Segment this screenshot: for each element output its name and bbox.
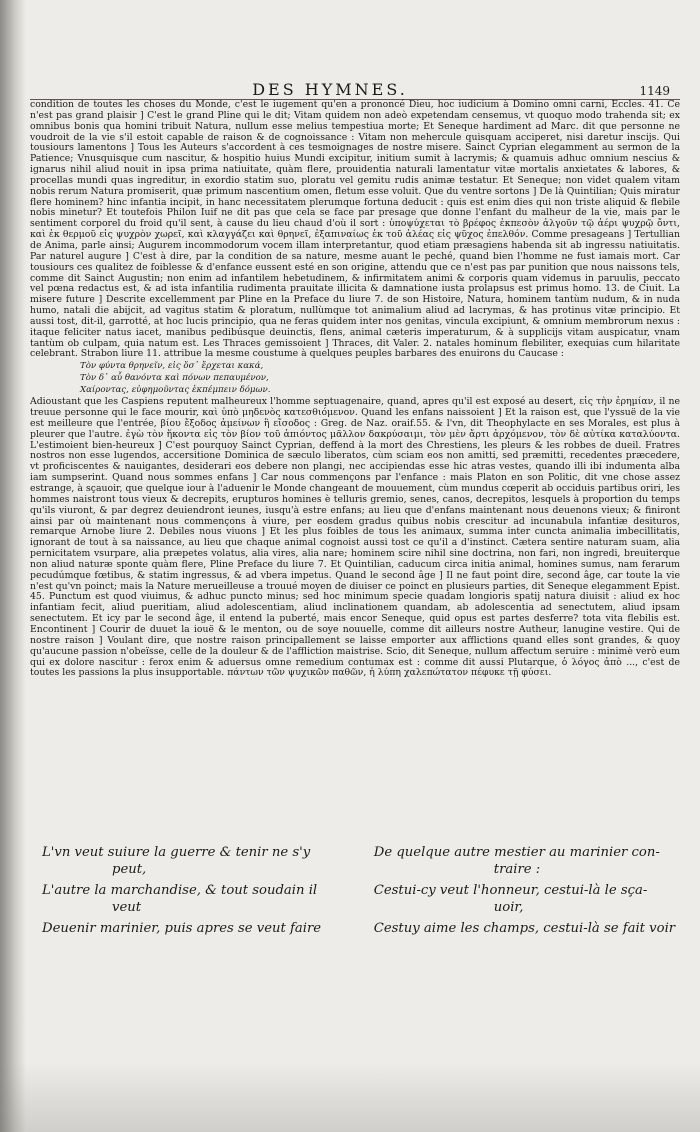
greek-verse-1: Τὸν φύντα θρηνεῖν, εἰς ὅσ᾽ ἔρχεται κακά, (80, 361, 264, 372)
commentary-paragraph-2: Adioustant que les Caspiens reputent malheureux l'homme septuagenaire, quand, apres qu'il est exposé au desert, εἰς τὴν ἐρημίαν, il ne treuue personne qui le face mourir, καὶ ὑπὸ μηδενὸς κατεσθιόμενον. Quand les enfans naissoient ] Et la raison est, que l'yssuë de la vie est meilleure que l'entrée, βίου ἔξοδος ἀμείνων ἢ εἴσοδος : Greg. de Naz. oraif.55. & l'vn, dit Theophylacte en ses Morales, est plus à pleurer que l'autre. ἐγὼ τὸν ἥκοντα εἰς τὸν βίον τοῦ ἀπιόντος μᾶλλον δακρύσαιμι, τὸν μὲν ἄρτι ἀρχόμενον, τὸν δὲ αὐτίκα καταλύοντα. L'estimoient bien-heureux ] C'est pourquoy Sainct Cyprian, deffend à la mort des Chrestiens, les pleurs & les robbes de dueil. Fratres nostros non esse lugendos, accersitione Dominica de sæculo liberatos, cùm sciam eos non amitti, sed præmitti, recedentes præcedere, vt proficiscentes & nauigantes, desiderari eos debere non plangi, nec accipiendas esse hic atras vestes, quando illi ibi indumenta alba iam sumpserint. Quand nous sommes enfans ] Car nous commençons par l'enfance : mais Platon en son Politic, dit vne chose assez estrange, à sçauoir, que quelque iour à l'aduenir le Monde changeant de mouuement, cùm mundus cœperit ab occiduis partibus oriri, les hommes naistront tous vieux & decrepits, erupturos homines è telluris gremio, senes, canos, decrepitos, lesquels à proportion du temps qu'ils viuront, & par degrez deuiendront ieunes, iusqu'à estre enfans; au lieu que d'enfans maintenant nous deuenons vieux; & finiront ainsi par où maintenant nous commençons à viure, per eosdem gradus quibus nobis crescitur ad incunabula infantiæ desituros, remarque Arnobe liure 2. Debiles nous viuons ] Et les plus foibles de tous les animaux, summa inter cuncta animalia imbecillitatis, ignorant de tout à sa naissance, au lieu que chaque animal cognoist aussi tost ce qu'il a d'instinct. Cætera sentire naturam suam, alia pernicitatem vsurpare, alia præpetes volatus, alia vires, alia nare; hominem scire nihil sine doctrina, non fari, non ingredi, breuiterque non aliud naturæ sponte quàm flere, Pline Preface du liure 7. Et Quintilian, caducum circa initia animal, homines sumus, nam ferarum pecudúmque fœtibus, & statim ingressus, & ad vbera impetus. Quand le second âge ] Il ne faut point dire, second âge, car toute la vie n'est qu'vn poinct; mais la Nature merueilleuse a trouué moyen de diuiser ce poinct en plusieurs parties, dit Seneque elegamment Epist. 45. Punctum est quod viuimus, & adhuc puncto minus; sed hoc minimum specie quadam longioris spatij natura diuisit : aliud ex hoc infantiam fecit, aliud pueritiam, aliud adolescentiam, aliud inclinationem quandam, ab adolescentia ad senectutem, aliud ipsam senectutem. Et icy par le second âge, il entend la puberté, mais encor Seneque, quid opus est partes desferre? tota vita flebilis est. Encontinent ] Courir de duuet la iouë & le menton, ou de soye nouuelle, comme dit ailleurs nostre Autheur, lanugine vestire. Qui de nostre raison ] Voulant dire, que nostre raison principallement se laisse emporter aux afflictions quand elles sont grandes, & quoy qu'aucune passion n'obeïsse, celle de la douleur & de l'affliction maistrise. Scio, dit Seneque, nullum affectum seruire : minimè verò eum qui ex dolore nascitur : ferox enim & aduersus omne remedium contumax est : comme dit aussi Plutarque, ὁ λόγος ἀπὸ ..., c'est de toutes les passions la plus insupportable. πάντων τῶν ψυχικῶν παθῶν, ἡ λύπη χαλεπώτατον πέφυκε τῇ φύσει. (30, 396, 680, 679)
page-number: 1149 (639, 84, 670, 98)
page-fold-shadow (0, 0, 26, 1132)
poem-verses (42, 844, 680, 941)
poem-line-text: De quelque autre mestier au marinier con- (373, 845, 660, 860)
poem-line-text: L'autre la marchandise, & tout soudain il (42, 883, 318, 898)
poem-line (42, 882, 348, 916)
poem-column-left (42, 844, 348, 941)
poem-line (42, 844, 348, 878)
poem-line-text: Deuenir marinier, puis apres se veut faire (42, 921, 322, 936)
greek-verse-2: Τὸν δ᾽ αὖ θανόντα καὶ πόνων πεπαυμένον, (80, 373, 269, 384)
poem-line (42, 920, 348, 937)
poem-line-continuation: traire : (493, 862, 541, 877)
poem-line-text: Cestuy aime les champs, cestui-là se fait voir (373, 921, 676, 936)
page-bottom-shadow (0, 1062, 700, 1132)
poem-column-right (374, 844, 680, 941)
poem-line-text: L'vn veut suiure la guerre & tenir ne s'y (42, 845, 311, 860)
poem-line (374, 920, 680, 937)
poem-line (374, 882, 680, 916)
poem-line-continuation: veut (112, 900, 142, 915)
commentary-paragraph-1: condition de toutes les choses du Monde, c'est le iugement qu'en a prononcé Dieu, hoc iudicium à Domino omni carni, Eccles. 41. Ce n'est pas grand plaisir ] C'est le grand Pline qui le dit; Vitam quidem non adeò expetendam censemus, vt quoquo modo trahenda sit; ex omnibus bonis qua homini tribuit Natura, nullum esse melius tempestiua morte; Et Seneque hardiment ad Marc. dit que personne ne voudroit de la vie s'il estoit capable de raison & de cognoissance : Vitam non mehercule quisquam acciperet, nisi daretur inscijs. Qui tousiours lamentons ] Tous les Auteurs s'accordent à ces tesmoignages de nostre misere. Sainct Cyprian elegamment au sermon de la Patience; Vnusquisque cum nascitur, & hospitio huius Mundi excipitur, initium sumit à lacrymis; & quamuis adhuc omnium nescius & ignarus nihil aliud nouit in ipsa prima natiuitate, quàm flere, prouidentia naturali lamentatur vitæ mortalis anxietates & labores, & procellas mundi quas ingreditur, in exordio statim suo, ploratu vel gemitu rudis animæ testatur. Et Seneque; non videt qualem vitam nobis rerum Natura promiserit, quæ primum nascentium omen, fletum esse voluit. Que du ventre sortons ] De là Quintilian; Quis miratur flere hominem? hinc infantia incipit, in hanc necessitatem plerumque fortuna deducit : quis est enim dies qui non triste aliquid & flebile nobis minetur? Et toutefois Philon Iuif ne dit pas que cela se face par presage que donne l'enfant du malheur de la vie, mais par le sentiment corporel du froid qu'il sent, à cause du lieu chaud d'où il sort : ὑποψύχεται τὸ βρέφος ἐκπεσὸν ἀλγοῦν τῷ ἀέρι ψυχρῷ ὄντι, καὶ ἐκ θερμοῦ εἰς ψυχρὸν χωρεῖ, καὶ κλαγγάζει καὶ θρηνεῖ, ἐξαπιναίως ἐκ τοῦ ἀλέας εἰς ψῦχος ἐπελθόν. Comme presageans ] Tertullian de Anima, parle ainsi; Augurem incommodorum vocem illam interpretantur, quod etiam præsagiens habenda sit ab ingressu natiuitatis. Par naturel augure ] C'est à dire, par la condition de sa nature, mesme auant le peché, quand bien l'homme ne fust iamais mort. Car tousiours ces qualitez de foiblesse & d'enfance eussent esté en son origine, attendu que ce n'est pas par punition que nous naissons tels, comme dit Sainct Augustin; non enim ad infantilem hebetudinem, & infirmitatem animi & corporis quam videmus in paruulis, peccato vel pœna redactus est, & ad ista infantilia rudimenta prauitate illicita & damnatione iusta prolapsus est primus homo. 13. de Ciuit. La misere future ] Descrite excellemment par Pline en la Preface du liure 7. de son Histoire, Natura, hominem tantùm nudum, & in nuda humo, natali die abijcit, ad vagitus statim & ploratum, nullùmque tot animalium aliud ad lacrymas, & has protinus vitæ principio. Et aussi tost, dit-il, garrotté, at hoc lucis principio, qua ne feras quidem inter nos genitas, vincula excipiunt, & omnium membrorum nexus : itaque feliciter natus iacet, manibus pedibúsque deuinctis, flens, animal cæteris imperaturum, & à supplicijs vitam auspicatur, vnam tantùm ob culpam, quia natum est. Les Thraces gemissoient ] Thraces, dit Valer. 2. natales hominum flebiliter, exequias cum hilaritate celebrant. Strabon liure 11. attribue la mesme coustume à quelques peuples barbares des enuirons du Caucase : (30, 99, 680, 360)
running-title: DES HYMNES. (252, 80, 408, 99)
greek-verse-3: Χαίροντας, εὐφημοῦντας ἐκπέμπειν δόμων. (80, 385, 271, 396)
commentary-text (30, 100, 680, 679)
poem-line-continuation: uoir, (493, 900, 524, 915)
poem-line (374, 844, 680, 878)
poem-line-continuation: peut, (112, 862, 147, 877)
poem-line-text: Cestui-cy veut l'honneur, cestui-là le sça- (373, 883, 648, 898)
